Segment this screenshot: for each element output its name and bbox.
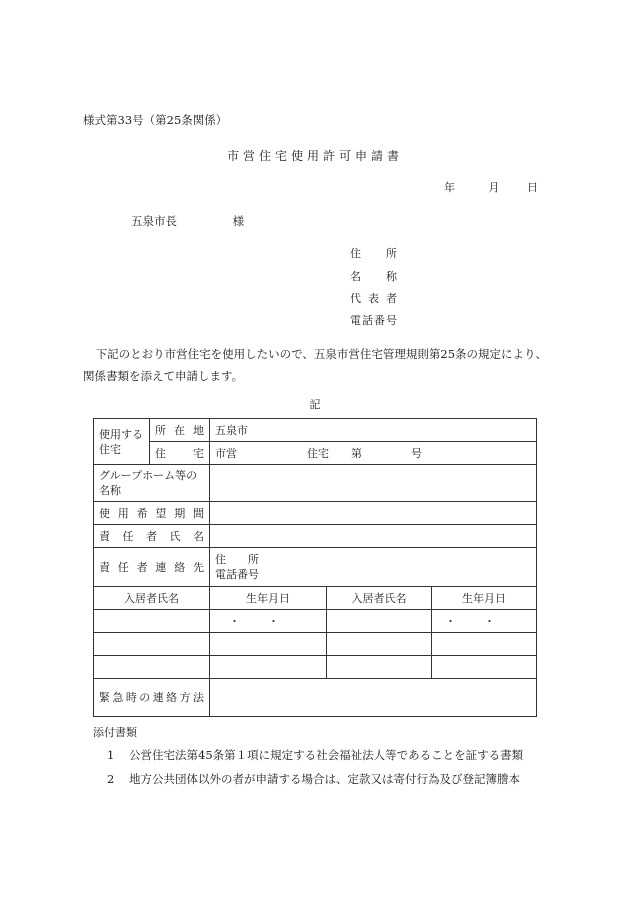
resident-name-header-1: 入居者氏名 (94, 587, 210, 610)
table-row (94, 656, 537, 679)
resident-name-cell (94, 633, 210, 656)
resident-name-cell (94, 656, 210, 679)
housing-city: 市営 (215, 446, 237, 460)
housing-suffix: 住宅 (307, 446, 329, 460)
birthdate-header-1: 生年月日 (210, 587, 327, 610)
contact-phone-label: 電話番号 (215, 568, 259, 581)
emergency-value (210, 679, 537, 717)
housing-value (210, 442, 537, 465)
emergency-label: 緊急時の連絡方法 (94, 679, 210, 717)
table-row (94, 587, 537, 610)
period-label: 使用希望期間 (94, 502, 210, 525)
manager-value (210, 525, 537, 548)
birthdate-cell: ・・ (432, 610, 537, 633)
date-year-label: 年 (444, 181, 455, 194)
housing-label: 住宅 (150, 442, 210, 465)
resident-name-cell (327, 656, 432, 679)
resident-name-cell (327, 633, 432, 656)
table-row (94, 610, 537, 633)
table-row (94, 465, 537, 502)
manager-label: 責任者氏名 (94, 525, 210, 548)
period-value (210, 502, 537, 525)
group-home-value (210, 465, 537, 502)
birthdate-cell (432, 656, 537, 679)
location-value: 五泉市 (210, 419, 537, 442)
applicant-name: 名称 (350, 270, 397, 283)
attachment-text: 公営住宅法第45条第１項に規定する社会福祉法人等であることを証する書類 (129, 748, 524, 762)
attachment-number: 1 (107, 748, 115, 762)
attachment-number: 2 (107, 772, 115, 786)
birthdate-cell (432, 633, 537, 656)
housing-dai: 第 (351, 446, 362, 460)
applicant-representative: 代表者 (350, 292, 397, 305)
housing-go: 号 (411, 446, 422, 460)
form-number: 様式第33号（第25条関係） (83, 113, 228, 127)
group-home-label: グループホーム等の名称 (94, 465, 210, 502)
date-line (444, 179, 538, 195)
contact-value (210, 548, 537, 587)
body-text: 下記のとおり市営住宅を使用したいので、五泉市営住宅管理規則第25条の規定により、関係書類を添えて申請します。 (83, 347, 548, 383)
birthdate-cell (210, 656, 327, 679)
table-row (94, 525, 537, 548)
location-label: 所在地 (150, 419, 210, 442)
attachment-item (107, 747, 523, 763)
attachments-title: 添付書類 (93, 726, 137, 739)
contact-label: 責任者連絡先 (94, 548, 210, 587)
birthdate-header-2: 生年月日 (432, 587, 537, 610)
table-row (94, 419, 537, 442)
ki-label: 記 (309, 398, 321, 411)
addressee-honorific: 様 (232, 214, 245, 228)
table-row (94, 502, 537, 525)
table-row (94, 442, 537, 465)
applicant-address: 住所 (350, 247, 397, 260)
use-housing-label: 使用する住宅 (94, 419, 150, 465)
date-month-label: 月 (488, 181, 500, 194)
addressee (131, 213, 244, 229)
application-table (93, 418, 537, 717)
resident-name-cell (327, 610, 432, 633)
addressee-name: 五泉市長 (131, 214, 177, 228)
applicant-phone: 電話番号 (350, 314, 397, 327)
table-row (94, 679, 537, 717)
table-row (94, 633, 537, 656)
attachment-text: 地方公共団体以外の者が申請する場合は、定款又は寄付行為及び登記簿謄本 (129, 772, 520, 786)
attachment-item (107, 771, 520, 787)
birthdate-cell (210, 633, 327, 656)
table-row (94, 548, 537, 587)
resident-name-cell (94, 610, 210, 633)
date-day-label: 日 (527, 181, 538, 194)
document-title: 市営住宅使用許可申請書 (226, 149, 403, 163)
birthdate-cell: ・・ (210, 610, 327, 633)
contact-address-label: 住 所 (215, 553, 259, 566)
resident-name-header-2: 入居者氏名 (327, 587, 432, 610)
